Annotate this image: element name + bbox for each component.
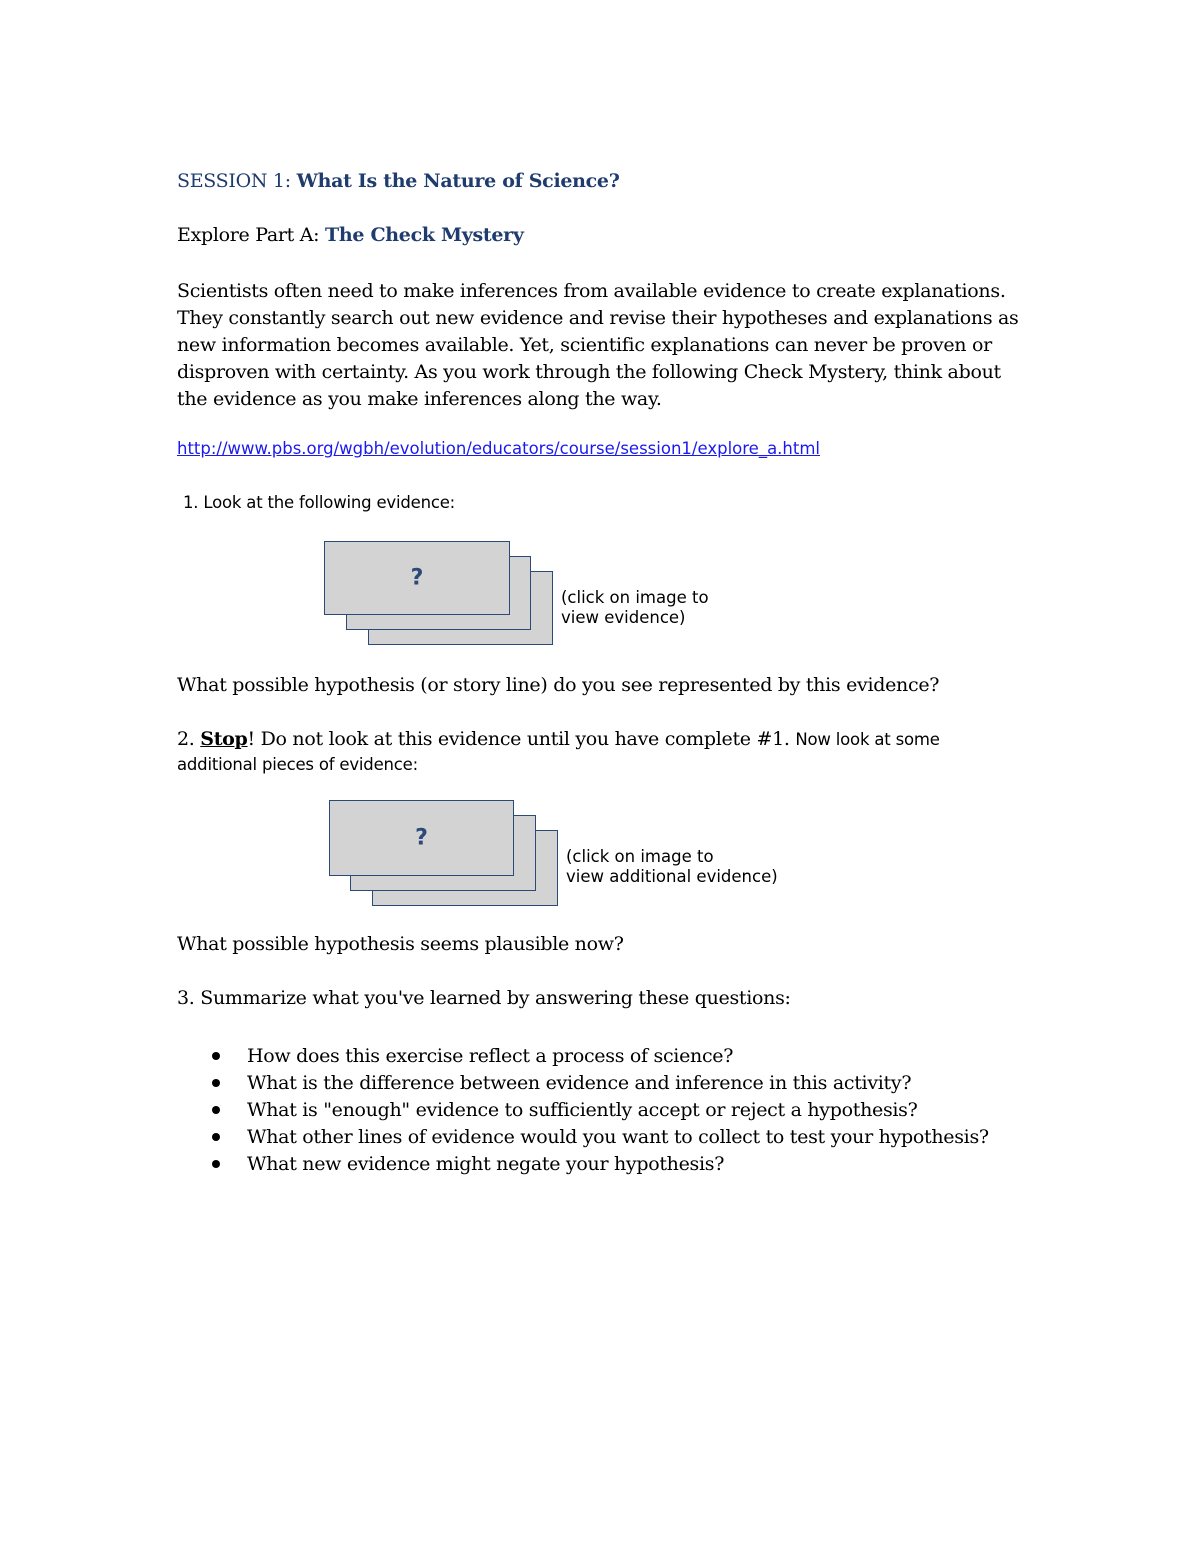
question-mark-icon: ?	[410, 565, 424, 591]
question-text: What is the difference between evidence and inference in this activity?	[247, 1072, 912, 1094]
intro-line: new information becomes available. Yet, scientific explanations can never be proven or	[177, 334, 992, 356]
step2-number: 2.	[177, 728, 201, 750]
bullet-icon	[212, 1133, 220, 1141]
session-heading	[177, 170, 620, 192]
link-row	[177, 439, 820, 458]
step1-question: What possible hypothesis (or story line) do you see represented by this evidence?	[177, 674, 940, 696]
step2-question: What possible hypothesis seems plausible now?	[177, 933, 624, 955]
reflection-question-list	[177, 1043, 989, 1178]
intro-line: disproven with certainty. As you work through the following Check Mystery, think about	[177, 361, 1001, 383]
intro-line: the evidence as you make inferences along the way.	[177, 388, 662, 410]
step3-label: 3. Summarize what you've learned by answering these questions:	[177, 987, 791, 1009]
explore-heading	[177, 224, 524, 246]
explore-link[interactable]: http://www.pbs.org/wgbh/evolution/educators/course/session1/explore_a.html	[177, 439, 821, 458]
step2-instruction: ! Do not look at this evidence until you have complete #1.	[247, 728, 790, 750]
stop-word: Stop	[200, 728, 248, 750]
evidence-card-front[interactable]	[324, 541, 510, 615]
question-text: How does this exercise reflect a process of science?	[247, 1045, 734, 1067]
list-item	[177, 1151, 989, 1178]
bullet-icon	[212, 1079, 220, 1087]
step2-line1	[177, 728, 940, 750]
question-text: What is "enough" evidence to sufficiently accept or reject a hypothesis?	[247, 1099, 918, 1121]
question-text: What new evidence might negate your hypothesis?	[247, 1153, 725, 1175]
evidence-card-front[interactable]	[329, 800, 514, 876]
explore-prefix: Explore Part A:	[177, 224, 326, 246]
caption-line: (click on image to	[561, 588, 709, 607]
list-item	[177, 1043, 989, 1070]
bullet-icon	[212, 1106, 220, 1114]
list-item	[177, 1097, 989, 1124]
bullet-icon	[212, 1052, 220, 1060]
question-text: What other lines of evidence would you want to collect to test your hypothesis?	[247, 1126, 989, 1148]
step1-label: 1. Look at the following evidence:	[183, 493, 456, 512]
evidence-caption-1	[561, 588, 709, 628]
session-title: What Is the Nature of Science?	[296, 170, 620, 192]
intro-paragraph	[177, 278, 1037, 413]
intro-line: They constantly search out new evidence and revise their hypotheses and explanations as	[177, 307, 1019, 329]
list-item	[177, 1070, 989, 1097]
explore-title: The Check Mystery	[325, 224, 524, 246]
intro-line: Scientists often need to make inferences from available evidence to create explanations.	[177, 280, 1006, 302]
caption-line: (click on image to	[566, 847, 714, 866]
question-mark-icon: ?	[415, 825, 428, 851]
step2-line2: additional pieces of evidence:	[177, 755, 418, 774]
caption-line: view evidence)	[561, 608, 686, 627]
bullet-icon	[212, 1160, 220, 1168]
evidence-caption-2	[566, 847, 778, 887]
step2-sans-part: Now look at some	[795, 730, 940, 749]
list-item	[177, 1124, 989, 1151]
session-prefix: SESSION 1:	[177, 170, 297, 192]
caption-line: view additional evidence)	[566, 867, 778, 886]
